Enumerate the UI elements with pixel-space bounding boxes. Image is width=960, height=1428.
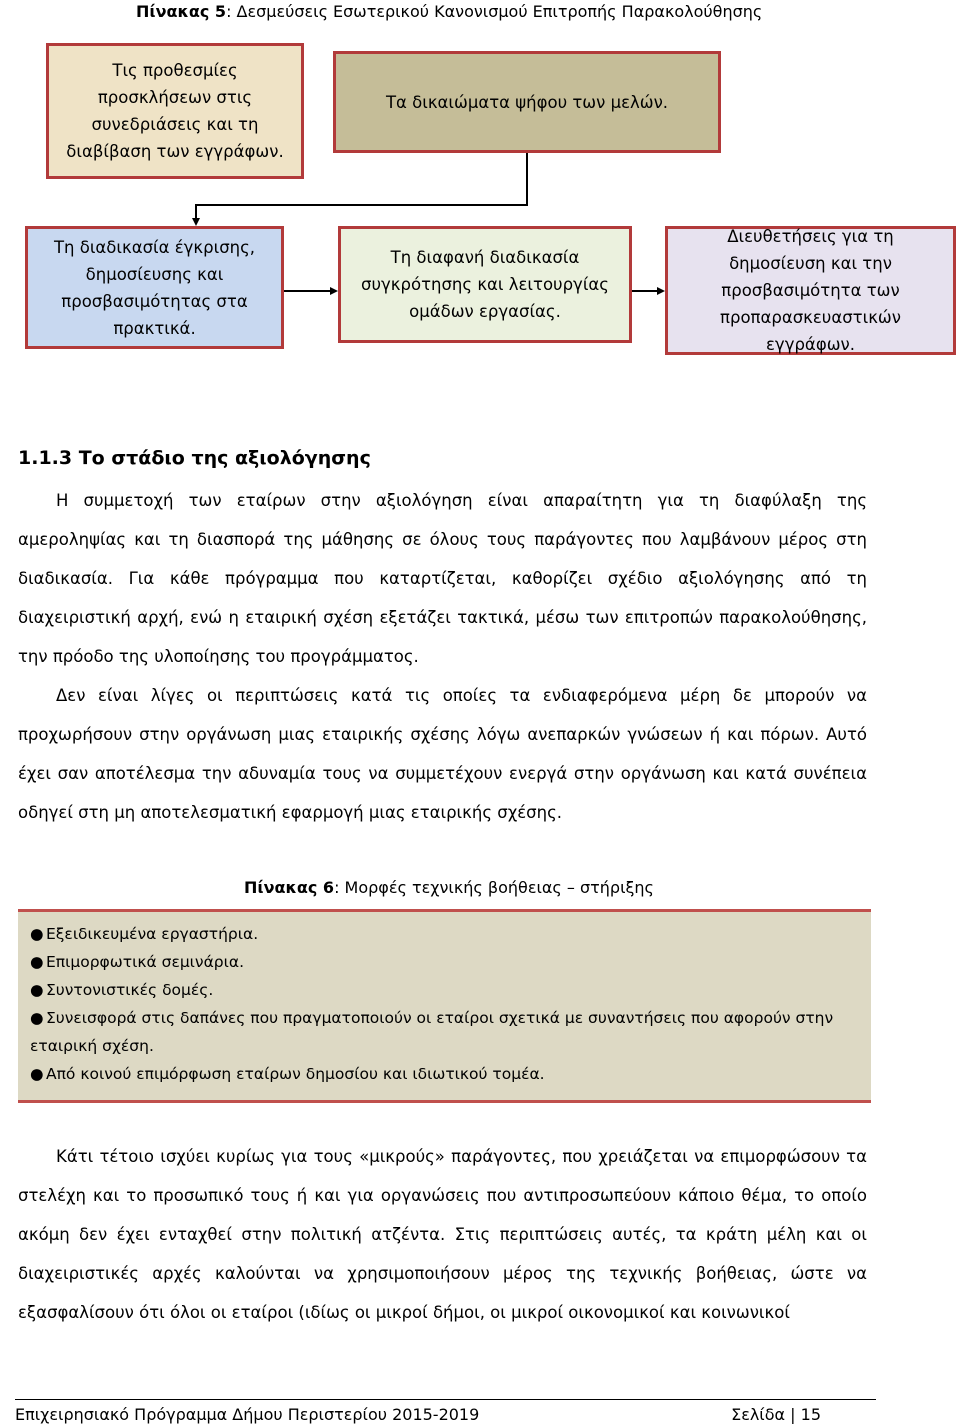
list-item: ● Επιμορφωτικά σεμινάρια.: [30, 948, 859, 976]
list-item: ● Από κοινού επιμόρφωση εταίρων δημοσίου και ιδιωτικού τομέα.: [30, 1060, 859, 1088]
list-item: ● Εξειδικευμένα εργαστήρια.: [30, 920, 859, 948]
footer-divider: [15, 1399, 876, 1400]
box-working-groups: Τη διαφανή διαδικασία συγκρότησης και λειτουργίας ομάδων εργασίας.: [338, 226, 632, 343]
paragraph-2: Δεν είναι λίγες οι περιπτώσεις κατά τις οποίες τα ενδιαφερόμενα μέρη δε μπορούν να προχωρήσουν στην οργάνωση μιας εταιρικής σχέσης λόγω ανεπαρκών γνώσεων ή και πόρων. Αυτό έχει σαν αποτέλεσμα την αδυναμία τους να συμμετέχουν ενεργά στην οργάνωση και κατά συνέπεια οδηγεί στη μη αποτελεσματική εφαρμογή μιας εταιρικής σχέσης.: [18, 686, 867, 822]
list-item: ● Συνεισφορά στις δαπάνες που πραγματοποιούν οι εταίροι σχετικά με συναντήσεις που αφορούν στην εταιρική σχέση.: [30, 1004, 859, 1060]
bullet-icon: ●: [30, 1065, 44, 1083]
box-minutes-procedure: Τη διαδικασία έγκρισης, δημοσίευσης και προσβασιμότητας στα πρακτικά.: [25, 226, 284, 349]
page-number: 15: [800, 1405, 821, 1424]
bullet-icon: ●: [30, 1009, 44, 1027]
paragraph-3: Κάτι τέτοιο ισχύει κυρίως για τους «μικρούς» παράγοντες, που χρειάζεται να επιμορφώσουν τα στελέχη και το προσωπικό τους ή και για οργανώσεις που αντιπροσωπεύουν κάποιο θέμα, το οποίο ακόμη δεν έχει ενταχθεί στην πολιτική ατζέντα. Στις περιπτώσεις αυτές, τα κράτη μέλη και οι διαχειριστικές αρχές καλούνται να χρησιμοποιήσουν μέρος της τεχνικής βοήθειας, ώστε να εξασφαλίσουν ότι όλοι οι εταίροι (ιδίως οι μικροί δήμοι, οι μικροί οικονομικοί και κοινωνικοί: [18, 1147, 867, 1322]
paragraph-1: Η συμμετοχή των εταίρων στην αξιολόγηση είναι απαραίτητη για τη διαφύλαξη της αμεροληψίας και τη διασπορά της μάθησης σε όλους τους παράγοντες που λαμβάνουν μέρος στη διαδικασία. Για κάθε πρόγραμμα που καταρτίζεται, καθορίζει σχέδιο αξιολόγησης από τη διαχειριστική αρχή, ενώ η εταιρική σχέση εξετάζει τακτικά, μέσω των επιτροπών παρακολούθησης, την πρόοδο της υλοποίησης του προγράμματος.: [18, 491, 867, 666]
table6-box: [18, 909, 871, 1103]
box-invitation-deadlines: Τις προθεσμίες προσκλήσεων στις συνεδριάσεις και τη διαβίβαση των εγγράφων.: [46, 43, 304, 179]
bullet-icon: ●: [30, 981, 44, 999]
bullet-icon: ●: [30, 925, 44, 943]
footer-title: Επιχειρησιακό Πρόγραμμα Δήμου Περιστερίου 2015-2019: [15, 1405, 480, 1424]
table5-caption-text: : Δεσμεύσεις Εσωτερικού Κανονισμού Επιτροπής Παρακολούθησης: [226, 2, 763, 21]
table6-caption: [244, 877, 654, 899]
table6-caption-text: : Μορφές τεχνικής βοήθειας – στήριξης: [334, 878, 654, 897]
page-footer: [15, 1404, 876, 1426]
table6-list: [30, 920, 859, 1088]
bullet-icon: ●: [30, 953, 44, 971]
box-voting-rights: Τα δικαιώματα ψήφου των μελών.: [333, 51, 721, 153]
section-heading: 1.1.3 Το στάδιο της αξιολόγησης: [18, 447, 371, 469]
table5-caption-label: Πίνακας 5: [136, 2, 227, 21]
box-preparatory-documents: Διευθετήσεις για τη δημοσίευση και την προσβασιμότητα των προπαρασκευαστικών εγγράφων.: [665, 226, 956, 355]
table6-caption-label: Πίνακας 6: [244, 878, 335, 897]
list-item: ● Συντονιστικές δομές.: [30, 976, 859, 1004]
page-number-block: Σελίδα | 15: [731, 1405, 821, 1424]
